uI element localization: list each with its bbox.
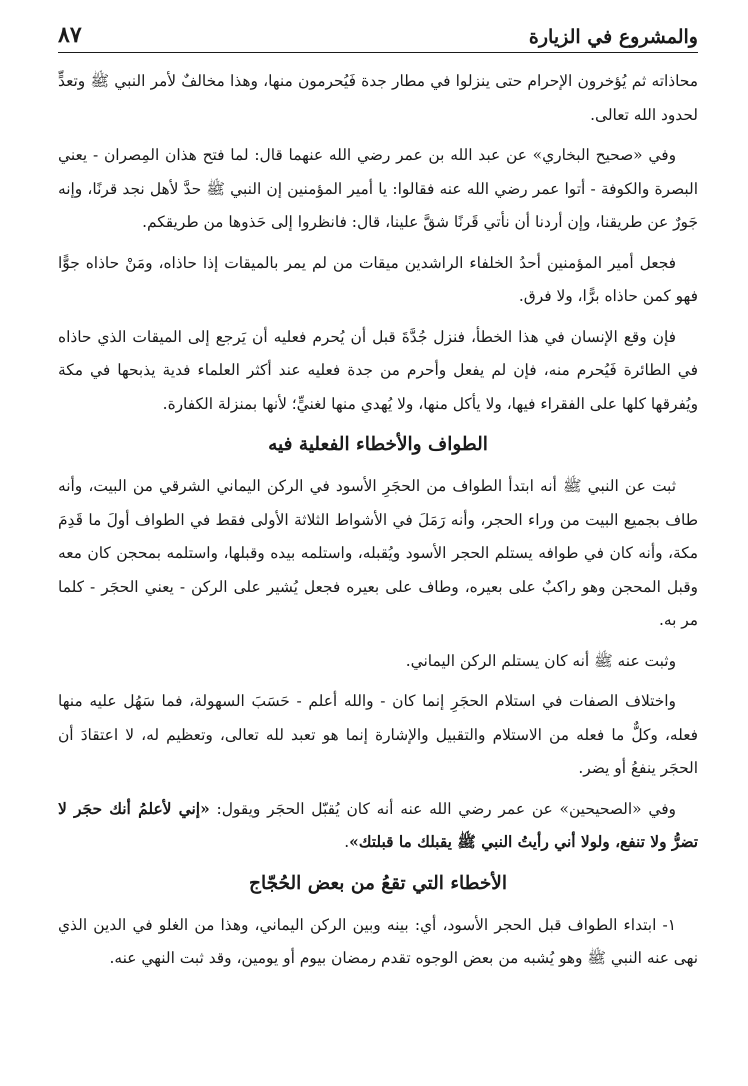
paragraph-3: فجعل أمير المؤمنين أحدُ الخلفاء الراشدين ميقات من لم يمر بالميقات إذا حاذاه، ومَنْ حاذاه جوًّا فهو كمن حاذاه برًّا، ولا فرق. xyxy=(58,253,698,305)
paragraph-5: ثبت عن النبي ﷺ أنه ابتدأ الطواف من الحجَرِ الأسود في الركن اليماني الشرقي من البيت، وأنه طاف بجميع البيت من وراء الحجر، وأنه رَمَلَ في الأشواط الثلاثة الأولى فقط في الطواف أولَ ما قَدِمَ مكة، وأنه كان في طوافه يستلم الحجر الأسود ويُقبله، واستلمه بيده وقبلها، واستلمه بمحجن كان معه وقبل المحجن وهو راكبٌ على بعيره، وطاف على بعيره فجعل يُشير على الركن - يعني الحجَر - كلما مر به. xyxy=(58,477,698,629)
paragraph-8 xyxy=(58,793,698,860)
book-page xyxy=(58,14,698,1074)
running-title: والمشروع في الزيارة xyxy=(528,26,698,48)
paragraph-8-end: . xyxy=(344,833,350,851)
paragraph-6: وثبت عنه ﷺ أنه كان يستلم الركن اليماني. xyxy=(405,651,676,670)
paragraph-8-intro: وفي «الصحيحين» عن عمر رضي الله عنه أنه كان يُقبّل الحجَر ويقول: xyxy=(209,799,676,818)
section-heading-tawaf: الطواف والأخطاء الفعلية فيه xyxy=(268,434,488,455)
paragraph-1: محاذاته ثم يُؤخرون الإحرام حتى ينزلوا في مطار جدة فَيُحرمون منها، وهذا مخالفٌ لأمر النبي ﷺ وتعدٍّ لحدود الله تعالى. xyxy=(58,72,698,124)
paragraph-9: ١- ابتداء الطواف قبل الحجر الأسود، أي: بينه وبين الركن اليماني، وهذا من الغلو في الدين الذي نهى عنه النبي ﷺ وهو يُشبه من بعض الوجوه تقدم رمضان بيوم أو يومين، وقد ثبت النهي عنه. xyxy=(58,915,698,967)
page-header xyxy=(58,14,698,53)
paragraph-7: واختلاف الصفات في استلام الحجَرِ إنما كان - والله أعلم - حَسَبَ السهولة، فما سَهُل عليه منها فعله، وكلٌّ ما فعله من الاستلام والتقبيل والإشارة إنما هو تعبد لله تعالى، وتعظيم له، لا اعتقادَ أن الحجَر ينفعُ أو يضر. xyxy=(58,692,698,777)
page-number: ٨٧ xyxy=(58,22,82,48)
paragraph-4: فإن وقع الإنسان في هذا الخطأ، فنزل جُدَّةَ قبل أن يُحرم فعليه أن يَرجع إلى الميقات الذي حاذاه في الطائرة فَيُحرم منه، فإن لم يفعل وأحرم من جدة فعليه عند أكثر العلماء فدية يذبحها في مكة ويُفرقها كلها على الفقراء فيها، ولا يأكل منها، ولا يُهدي منها لغنيٍّ؛ لأنها بمنزلة الكفارة. xyxy=(58,327,698,413)
paragraph-2: وفي «صحيح البخاري» عن عبد الله بن عمر رضي الله عنهما قال: لما فتح هذان المِصران - يعني البصرة والكوفة - أتوا عمر رضي الله عنه فقالوا: يا أمير المؤمنين إن النبي ﷺ حدَّ لأهل نجد قرنًا، وإنه جَورٌ عن طريقنا، وإن أردنا أن نأتي قَرنًا شقَّ علينا، قال: فانظروا إلى حَذوها من طريقكم. xyxy=(58,146,698,231)
section-heading-mistakes: الأخطاء التي تقعُ من بعض الحُجّاج xyxy=(249,872,507,894)
paragraph-8-quote: «إني لأعلمُ أنك حجَر لا تضرُّ ولا تنفع، ولولا أني رأيتُ النبي ﷺ يقبلك ما قبلتك» xyxy=(58,799,698,851)
page-body xyxy=(58,65,698,976)
